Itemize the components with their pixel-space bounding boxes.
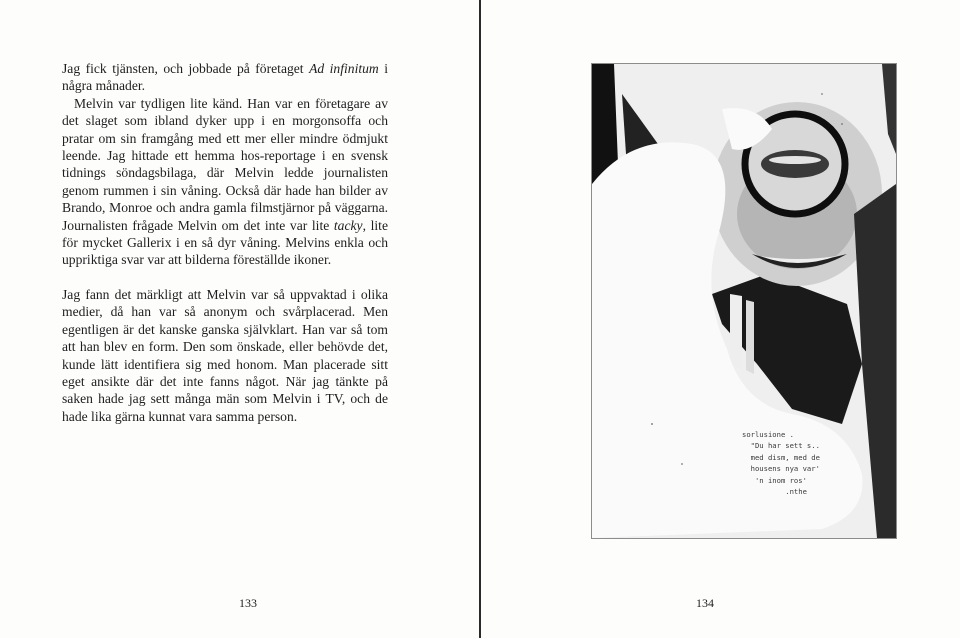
body-text: [62, 60, 388, 425]
italic-company-name: Ad infinitum: [309, 61, 379, 76]
paragraph-3: Jag fann det märkligt att Melvin var så uppvaktad i olika medier, då han var så anonym och svårplacerad. Men egentligen är det kanske ganska självklart. Han var så tom att han blev en form. Den som önskade, eller behövde det, kunde lätt identifiera sig med honom. Man placerade sitt eget ansikte där det inte fanns något. När jag tänkte på saken hade jag sett många män som Melvin i TV, och de hade lika gärna kunnat vara samma person.: [62, 286, 388, 424]
paragraph-2: Melvin var tydligen lite känd. Han var en företagare av det slaget som ibland dyker upp i en morgonsoffa och pratar om sin framgång med ett mer eller mindre ödmjukt leende. Jag hittade ett hemma hos-reportage i en svensk tidnings söndagsbilaga, där Melvin ledde journalisten genom rummen i sin våning. Också där hade han bilder av Brando, Monroe och andra gamla filmstjärnor på väggarna. Journalisten frågade Melvin om det inte var lite tacky, lite för mycket Gallerix i en så dyr våning. Melvins enkla och uppriktiga svar var att bilderna föreställde ikoner.: [62, 95, 388, 268]
collage-artwork: [591, 63, 897, 539]
page-number-left: 133: [239, 596, 257, 610]
right-page: [481, 0, 960, 638]
paragraph-1: Jag fick tjänsten, och jobbade på företaget Ad infinitum i några månader.: [62, 61, 388, 94]
page-number-right: 134: [696, 596, 714, 610]
typewritten-caption: sorlusione . "Du har sett s.. med dism, med de housens nya var' 'n inom ros' .nthe: [742, 430, 820, 497]
left-page: [0, 0, 479, 638]
italic-word: tacky: [333, 217, 363, 233]
